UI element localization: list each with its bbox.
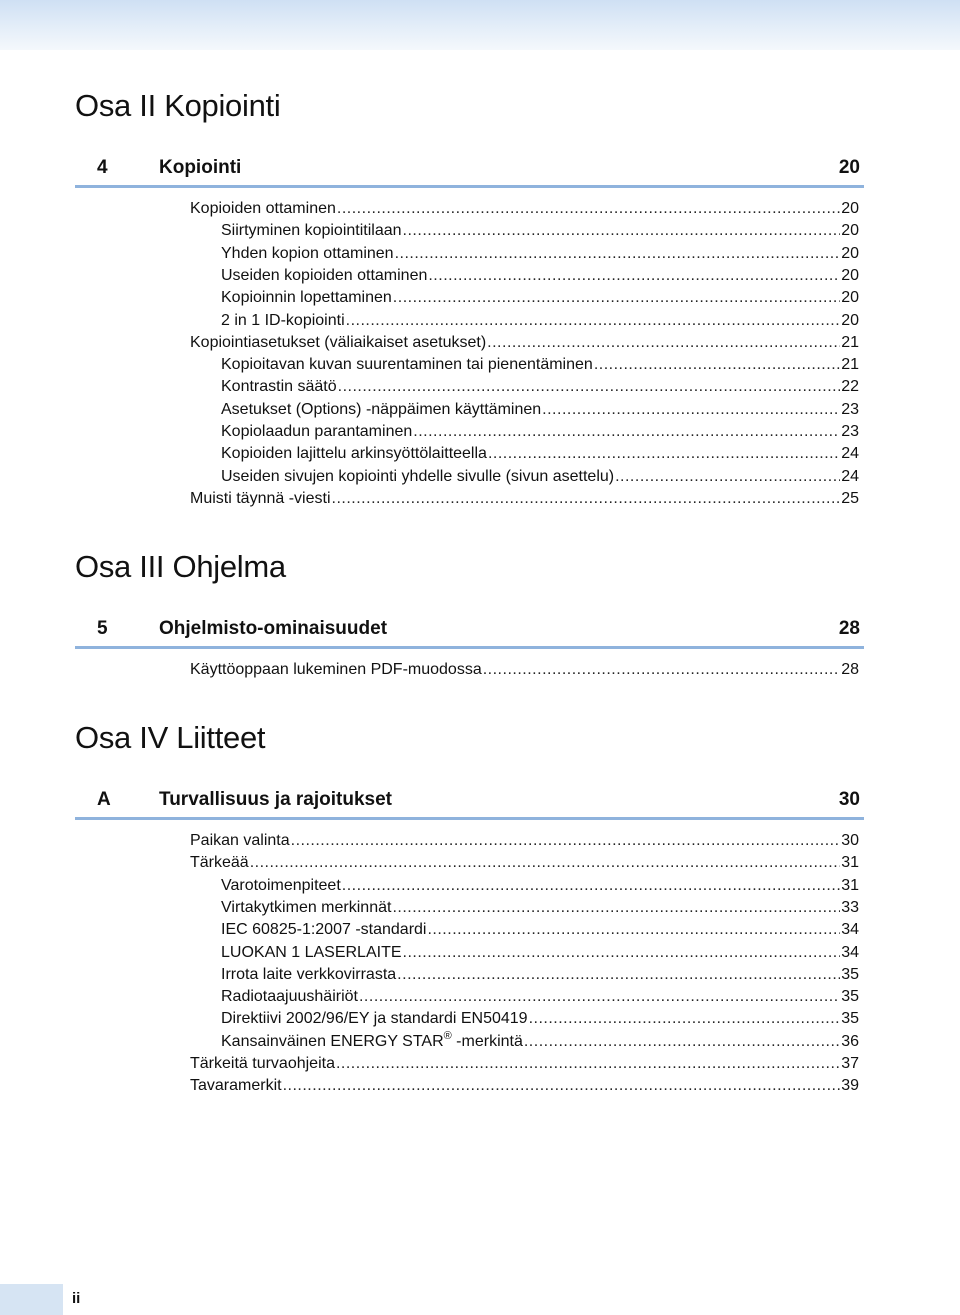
- toc-entry-label: Kansainväinen ENERGY STAR® -merkintä: [221, 1029, 523, 1050]
- toc-entry[interactable]: [221, 421, 859, 443]
- chapter-number: 5: [97, 618, 108, 639]
- toc-entry-label: Paikan valinta: [190, 832, 290, 849]
- toc-entry[interactable]: [221, 310, 859, 332]
- dot-leader: [393, 287, 840, 309]
- dot-leader: [488, 443, 840, 465]
- toc-entry[interactable]: [190, 198, 859, 220]
- dot-leader: [392, 897, 840, 919]
- dot-leader: [487, 332, 840, 354]
- toc-entry[interactable]: [221, 443, 859, 465]
- toc-entry-page: 28: [841, 661, 859, 678]
- dot-leader: [403, 220, 841, 242]
- toc-entry[interactable]: [221, 243, 859, 265]
- toc-entry-label: Käyttöoppaan lukeminen PDF-muodossa: [190, 661, 482, 678]
- chapter-title: Kopiointi: [159, 157, 242, 178]
- toc-entry[interactable]: [190, 488, 859, 510]
- toc-entry[interactable]: [221, 964, 859, 986]
- dot-leader: [337, 198, 840, 220]
- chapter-page: 20: [838, 157, 860, 178]
- toc-entry[interactable]: [221, 287, 859, 309]
- part-title-2: Osa II Kopiointi: [75, 88, 281, 123]
- dot-leader: [413, 421, 840, 443]
- dot-leader: [483, 659, 840, 681]
- toc-entry[interactable]: [221, 220, 859, 242]
- chapter-heading-4[interactable]: [75, 153, 864, 188]
- chapter-title: Turvallisuus ja rajoitukset: [159, 789, 393, 810]
- toc-entry[interactable]: [221, 919, 859, 941]
- toc-entry[interactable]: [221, 942, 859, 964]
- toc-entry[interactable]: [190, 332, 859, 354]
- dot-leader: [615, 466, 840, 488]
- toc-entry[interactable]: [190, 852, 859, 874]
- toc-entry-page: 22: [841, 378, 859, 396]
- part-title-3: Osa III Ohjelma: [75, 549, 286, 584]
- toc-entry-page: 36: [841, 1032, 859, 1050]
- toc-entry[interactable]: [221, 897, 859, 919]
- toc-entry-page: 35: [841, 988, 859, 1006]
- dot-leader: [336, 1053, 840, 1075]
- toc-entry-label: Tärkeää: [190, 854, 249, 872]
- chapter-number: A: [97, 789, 111, 810]
- toc-entry-page: 33: [841, 898, 859, 916]
- toc-entry[interactable]: [221, 354, 859, 376]
- toc-entry[interactable]: [190, 1053, 859, 1075]
- chapter-heading-5[interactable]: [75, 614, 864, 649]
- toc-entry-page: 20: [841, 266, 859, 284]
- toc-entry[interactable]: [221, 986, 859, 1008]
- toc-entry-page: 24: [841, 445, 859, 463]
- dot-leader: [291, 830, 841, 852]
- toc-entry[interactable]: [221, 399, 859, 421]
- toc-entry-label: Irrota laite verkkovirrasta: [221, 965, 397, 983]
- toc-entry-label: Siirtyminen kopiointitilaan: [221, 222, 402, 240]
- toc-entry-label: Virtakytkimen merkinnät: [221, 898, 392, 916]
- toc-entry-page: 20: [841, 222, 859, 240]
- toc-entry-label: LUOKAN 1 LASERLAITE: [221, 943, 402, 961]
- dot-leader: [427, 919, 840, 941]
- registered-mark: ®: [443, 1029, 452, 1042]
- dot-leader: [524, 1031, 840, 1053]
- toc-entry-label: Kopiointiasetukset (väliaikaiset asetukset): [190, 333, 487, 351]
- toc-entry-page: 20: [841, 200, 859, 217]
- dot-leader: [250, 852, 841, 874]
- toc-entry-page: 20: [841, 289, 859, 307]
- toc-entry[interactable]: [221, 1031, 859, 1053]
- chapter-page: 30: [838, 789, 860, 810]
- toc-entry-page: 23: [841, 400, 859, 418]
- dot-leader: [332, 488, 841, 510]
- toc-entry-page: 25: [841, 489, 859, 507]
- toc-entry[interactable]: [190, 659, 859, 681]
- toc-entry-label: Kopioinnin lopettaminen: [221, 289, 392, 307]
- toc-entry-page: 39: [841, 1077, 859, 1095]
- toc-entry-label: Kopioitavan kuvan suurentaminen tai pienentäminen: [221, 356, 593, 374]
- dot-leader: [359, 986, 840, 1008]
- chapter-heading-a[interactable]: [75, 785, 864, 820]
- toc-entry[interactable]: [221, 1008, 859, 1030]
- toc-entry-label: Direktiivi 2002/96/EY ja standardi EN50419: [221, 1010, 528, 1028]
- chapter-page: 28: [838, 618, 860, 639]
- dot-leader: [542, 399, 840, 421]
- toc-entry-page: 30: [841, 832, 859, 849]
- toc-entry-label: Kontrastin säätö: [221, 378, 337, 396]
- toc-entry-page: 37: [841, 1055, 859, 1072]
- toc-entry[interactable]: [221, 265, 859, 287]
- toc-entry-label: 2 in 1 ID-kopiointi: [221, 311, 345, 329]
- toc-entry-page: 34: [841, 943, 859, 961]
- toc-entry-label: Yhden kopion ottaminen: [221, 244, 394, 262]
- toc-entry-label: Radiotaajuushäiriöt: [221, 988, 358, 1006]
- toc-entry-page: 24: [841, 467, 859, 485]
- toc-entry-label: Varotoimenpiteet: [221, 876, 341, 894]
- chapter-title: Ohjelmisto-ominaisuudet: [159, 618, 388, 639]
- dot-leader: [594, 354, 840, 376]
- toc-entry-label: Useiden sivujen kopiointi yhdelle sivulle (sivun asettelu): [221, 467, 615, 485]
- toc-entry-label: IEC 60825-1:2007 -standardi: [221, 921, 427, 939]
- toc-entry[interactable]: [190, 830, 859, 852]
- dot-leader: [338, 376, 841, 398]
- dot-leader: [283, 1075, 841, 1097]
- toc-entry[interactable]: [221, 376, 859, 398]
- chapter-number: 4: [97, 157, 108, 178]
- toc-entry[interactable]: [221, 466, 859, 488]
- dot-leader: [403, 942, 841, 964]
- toc-entry-label: Kopioiden lajittelu arkinsyöttölaitteella: [221, 445, 487, 463]
- toc-entry-page: 21: [841, 333, 859, 351]
- toc-entry-label: Tärkeitä turvaohjeita: [190, 1055, 335, 1072]
- toc-entry[interactable]: [221, 875, 859, 897]
- toc-entry-page: 21: [841, 356, 859, 374]
- dot-leader: [346, 310, 841, 332]
- toc-entry-page: 23: [841, 423, 859, 440]
- toc-entry-label: Tavaramerkit: [190, 1077, 282, 1095]
- toc-entry-label: Useiden kopioiden ottaminen: [221, 266, 428, 284]
- toc-entry[interactable]: [190, 1075, 859, 1097]
- dot-leader: [529, 1008, 841, 1030]
- toc-entry-label: Kopioiden ottaminen: [190, 200, 336, 217]
- toc-entry-label: Kopiolaadun parantaminen: [221, 423, 413, 440]
- header-band: [0, 0, 960, 50]
- toc-entry-page: 35: [841, 965, 859, 983]
- page-number-tab: [0, 1284, 63, 1315]
- toc-entry-label: Asetukset (Options) -näppäimen käyttäminen: [221, 400, 542, 418]
- toc-entry-page: 20: [841, 311, 859, 329]
- page-number: ii: [72, 1290, 81, 1307]
- dot-leader: [395, 243, 841, 265]
- toc-entry-page: 20: [841, 244, 859, 262]
- dot-leader: [428, 265, 840, 287]
- toc-entry-label: Muisti täynnä -viesti: [190, 489, 331, 507]
- dot-leader: [342, 875, 840, 897]
- part-title-4: Osa IV Liitteet: [75, 720, 266, 755]
- toc-entry-page: 31: [841, 854, 859, 872]
- toc-entry-page: 35: [841, 1010, 859, 1028]
- toc-entry-page: 34: [841, 921, 859, 939]
- dot-leader: [397, 964, 840, 986]
- toc-entry-page: 31: [841, 876, 859, 894]
